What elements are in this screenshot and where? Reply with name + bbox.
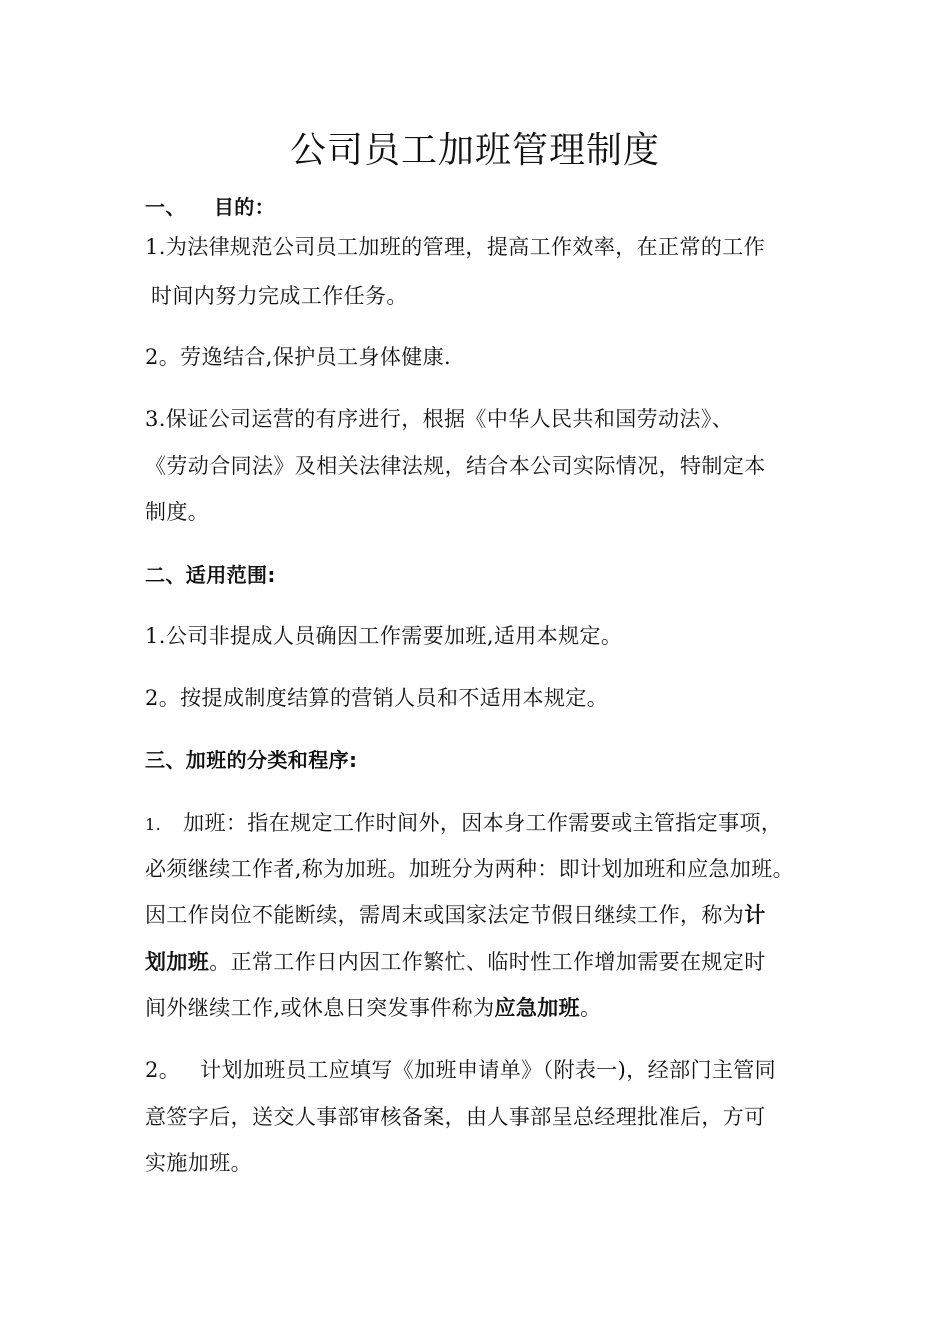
planned-overtime-term-part-1: 计	[744, 903, 766, 927]
s3-paragraph-1-number: 1.	[145, 815, 162, 834]
s3-paragraph-2-number: 2。	[145, 1058, 181, 1082]
s1-paragraph-1-line-1: 1.为法律规范公司员工加班的管理，提高工作效率，在正常的工作	[145, 235, 766, 259]
s2-paragraph-1: 1.公司非提成人员确因工作需要加班,适用本规定。	[145, 624, 623, 648]
section-3-heading: 三、加班的分类和程序:	[145, 748, 358, 772]
s3-paragraph-1-line-3	[145, 901, 766, 929]
s3-paragraph-2-line-1	[145, 1056, 776, 1084]
s3-paragraph-1-line-5-text: 间外继续工作,或休息日突发事件称为	[145, 996, 495, 1020]
s1-paragraph-1-line-2: 时间内努力完成工作任务。	[151, 284, 408, 308]
s3-paragraph-1-line-3-text: 因工作岗位不能断续，需周末或国家法定节假日继续工作，称为	[145, 903, 745, 927]
section-1-number: 一、	[145, 195, 186, 219]
s1-paragraph-3-line-1: 3.保证公司运营的有序进行，根据《中华人民共和国劳动法》、	[145, 407, 734, 431]
s3-paragraph-1-line-5-end: 。	[580, 996, 602, 1020]
s1-paragraph-3-line-2: 《劳动合同法》及相关法律法规，结合本公司实际情况，特制定本	[145, 454, 766, 478]
s1-paragraph-2: 2。劳逸结合,保护员工身体健康.	[145, 345, 452, 369]
section-2-heading: 二、适用范围:	[145, 563, 276, 587]
s3-paragraph-1-line-4	[145, 948, 766, 976]
s3-paragraph-1-line-2: 必须继续工作者,称为加班。加班分为两种：即计划加班和应急加班。	[145, 857, 795, 881]
emergency-overtime-term: 应急加班	[494, 996, 581, 1020]
section-1-heading	[145, 193, 275, 221]
s1-paragraph-3-line-3: 制度。	[145, 500, 210, 524]
s2-paragraph-2: 2。按提成制度结算的营销人员和不适用本规定。	[145, 686, 609, 710]
section-1-label: 目的：	[213, 195, 276, 219]
document-title: 公司员工加班管理制度	[289, 130, 660, 171]
s3-paragraph-1-text: 加班：指在规定工作时间外，因本身工作需要或主管指定事项，	[183, 811, 783, 835]
s3-paragraph-2-line-3: 实施加班。	[145, 1151, 252, 1175]
s3-paragraph-2-text: 计划加班员工应填写《加班申请单》（附表一)，经部门主管同	[200, 1058, 777, 1082]
planned-overtime-term-part-2: 划加班	[145, 950, 210, 974]
s3-paragraph-2-line-2: 意签字后，送交人事部审核备案，由人事部呈总经理批准后，方可	[145, 1105, 766, 1129]
s3-paragraph-1-line-4-text: 。正常工作日内因工作繁忙、临时性工作增加需要在规定时	[209, 950, 766, 974]
s3-paragraph-1-line-5	[145, 994, 602, 1022]
s3-paragraph-1-line-1	[145, 809, 782, 839]
